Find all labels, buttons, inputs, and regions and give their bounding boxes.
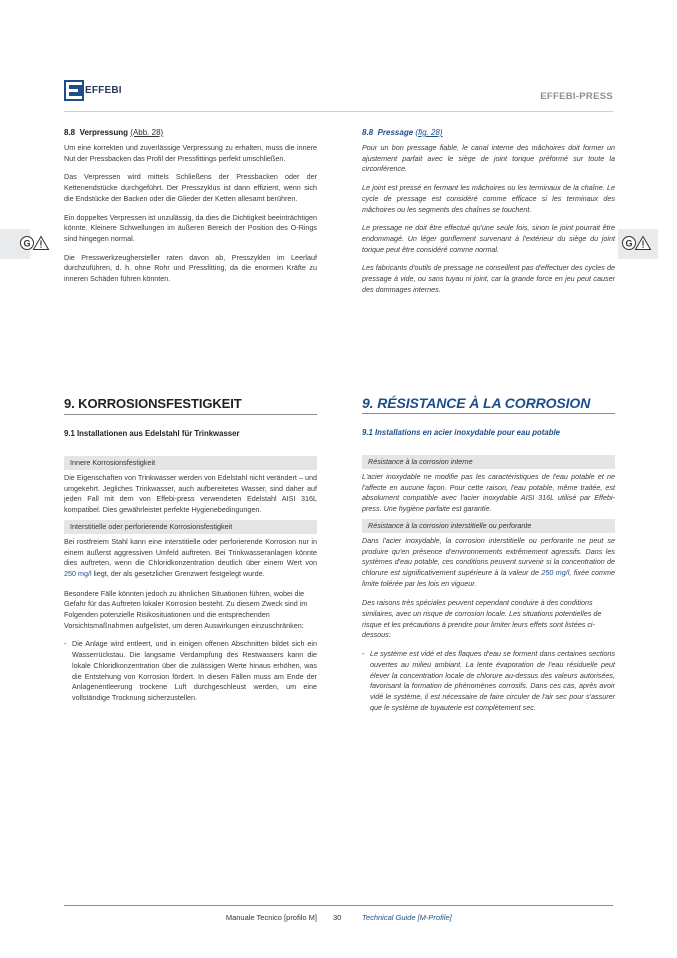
footer-left-label: Manuale Tecnico [profilo M] bbox=[225, 913, 317, 922]
svg-text:G: G bbox=[23, 238, 31, 249]
gas-warning-icon bbox=[622, 234, 652, 252]
brand-name: EFFEBI-PRESS bbox=[540, 91, 613, 102]
fr-paragraph: Les fabricants d'outils de pressage ne conseillent pas d'effectuer des cycles de pressage à vide, ou sans tuyau ni joint, car la grande force en jeu peut causer des dommages internes. bbox=[362, 263, 615, 294]
fr-paragraph: Le pressage ne doit être effectué qu'une seule fois, sinon le joint pourrait être endommagé. Un léger gonflement survenant à l'extérieur du siège du joint torique peut être considéré comme normal. bbox=[362, 223, 615, 254]
de-paragraph: Ein doppeltes Verpressen ist unzulässig, da dies die Dichtigkeit beeinträchtigen könnte. Kleinere Schwellungen im äußeren Bereich der Position des O-Rings sind hingegen normal. bbox=[64, 212, 317, 243]
fr-subsection-bar: Résistance à la corrosion interne bbox=[362, 455, 615, 469]
de-section-number: 8.8 bbox=[64, 128, 76, 137]
de-heading-rule bbox=[64, 414, 317, 415]
gas-warning-tab-right bbox=[618, 229, 658, 259]
fr-section-title: Pressage bbox=[377, 128, 414, 137]
de-section-8-8-heading bbox=[64, 128, 317, 137]
fr-bullet-list bbox=[362, 649, 615, 713]
gas-warning-tab-left bbox=[0, 229, 38, 259]
logo-text: EFFEBI bbox=[85, 85, 122, 96]
fr-paragraph: Des raisons très spéciales peuvent cependant conduire à des conditions similaires, avec un risque de corrosion locale. Les situations potentielles de risque et les précautions à prendre pour limiter leurs effets sont listées ci-dessous: bbox=[362, 598, 602, 640]
fr-paragraph: Le joint est pressé en fermant les mâchoires ou les terminaux de la chaîne. Le cycle de pressage est considéré comme efficace si les terminaux des mâchoires ou les segments des chaînes se touchent. bbox=[362, 183, 615, 214]
de-subsection-bar: Innere Korrosionsfestigkeit bbox=[64, 456, 317, 470]
de-text: Bei rostfreiem Stahl kann eine interstitielle oder perforierende Korrosion nur in einem äußerst aggressiven Umfeld auftreten. Bei Trinkwasseranlagen könnte dies auftreten, wenn die Chloridkonzentration deutlich über einem Wert von bbox=[64, 536, 317, 568]
fr-paragraph: L'acier inoxydable ne modifie pas les caractéristiques de l'eau potable et ne l'affecte en aucune façon. Pour cette raison, l'eau potable, même traitée, est absolument compatible avec l'acier inoxydable AISI 316L utilisé par Effebi-press. Une hygiène parfaite est garantie. bbox=[362, 472, 615, 514]
fr-subsection-bar: Résistance à la corrosion interstitielle ou perforante bbox=[362, 519, 615, 533]
de-paragraph bbox=[64, 537, 317, 580]
effebi-logo-icon bbox=[64, 80, 84, 101]
de-section-9 bbox=[64, 396, 317, 704]
de-paragraph: Besondere Fälle könnten jedoch zu ähnlichen Situationen führen, wobei die Gefahr für das Auftreten lokaler Korrosion besteht. Zu diesem Zweck sind im Folgenden potenzielle Risikosituationen und die entsprechenden Vorsichtsmaßnahmen aufgelistet, um deren Auswirkungen einzuschränken: bbox=[64, 588, 308, 630]
de-bullet-list bbox=[64, 639, 317, 703]
fr-section-8-8 bbox=[362, 128, 615, 295]
fr-main-heading: 9. RÉSISTANCE À LA CORROSION bbox=[362, 395, 591, 411]
de-section-8-8 bbox=[64, 128, 317, 285]
fr-section-number: 8.8 bbox=[362, 128, 374, 137]
svg-text:G: G bbox=[625, 238, 633, 249]
de-main-heading: 9. KORROSIONSFESTIGKEIT bbox=[64, 396, 242, 411]
footer-right-label: Technical Guide [M-Profile] bbox=[362, 913, 452, 922]
de-subsection-bar: Interstitielle oder perforierende Korrosionsfestigkeit bbox=[64, 520, 317, 534]
de-section-title: Verpressung bbox=[79, 128, 129, 137]
de-paragraph: Die Presswerkzeughersteller raten davon ab, Presszyklen im Leerlauf durchzuführen, d. h. ohne Rohr und Pressfitting, da die enormen Kräfte zu inneren Schäden führen könnten. bbox=[64, 252, 317, 284]
gas-warning-icon bbox=[20, 234, 50, 252]
fr-paragraph bbox=[362, 536, 615, 590]
list-item: - Le système est vidé et des flaques d'eau se forment dans certaines sections ouvertes au milieu ambiant. La lente évaporation de l'eau résiduelle peut élever la concentration locale de chlorure au-dessus des valeurs autorisées, favorisant la formation de phénomènes corrosifs. Dans ces cas, après avoir vidé le système, il est nécessaire de faire circuler de l'air sec pour s'assurer que le système de tuyauterie est complètement sec. bbox=[362, 649, 615, 713]
de-subheading-9-1: 9.1 Installationen aus Edelstahl für Trinkwasser bbox=[64, 429, 240, 438]
chloride-limit-value: 250 mg/l bbox=[541, 567, 570, 577]
footer-divider bbox=[64, 905, 613, 906]
fr-section-9 bbox=[362, 395, 615, 713]
fr-figure-link[interactable]: (fig. 28) bbox=[415, 128, 443, 137]
fr-section-8-8-heading bbox=[362, 128, 615, 137]
de-paragraph: Um eine korrekten und zuverlässige Verpressung zu erhalten, muss die innere Nut der Pressbacken das Profil der Pressfittings perfekt umschließen. bbox=[64, 143, 317, 163]
fr-text: , fixée comme limite tolérée par les lois en vigueur. bbox=[362, 567, 615, 588]
fr-heading-rule bbox=[362, 413, 615, 414]
de-figure-link[interactable]: (Abb. 28) bbox=[130, 128, 164, 137]
list-item: - Die Anlage wird entleert, und in einigen offenen Abschnitten bildet sich ein Wasserrückstau. Die langsame Verdampfung des Restwassers kann die lokale Chloridkonzentration über die zulässigen Werte hinaus erhöhen, was die Entstehung von Korrosion fördert. In diesen Fällen muss am Ende der Anlagenentleerung trockene Luft durchgeschleust werden, um eine vollständige Trocknung sicherzustellen. bbox=[64, 639, 317, 703]
de-paragraph: Die Eigenschaften von Trinkwasser werden von Edelstahl nicht verändert – und umgekehrt. Jegliches Trinkwasser, auch aufbereitetes Wasser, sind daher auf jeden Fall mit dem von Effebi-press verwendeten Edelstahl AISI 316L kompatibel. Dies gewährleistet perfekte Hygienebedingungen. bbox=[64, 473, 317, 515]
fr-text: Dans l'acier inoxydable, la corrosion interstitielle ou perforante ne peut se produire qu'en présence d'environnements extrêmement agressifs. Dans les systèmes d'eau potable, ces conditions peuvent survenir si la concentration de chlorure est significativement supérieure à la valeur de bbox=[362, 535, 615, 577]
header-divider bbox=[64, 111, 613, 112]
de-text: liegt, der als gesetzlicher Grenzwert festgelegt wurde. bbox=[91, 568, 265, 578]
page-number: 30 bbox=[333, 913, 342, 922]
fr-subheading-9-1: 9.1 Installations en acier inoxydable pour eau potable bbox=[362, 428, 561, 437]
effebi-logo bbox=[64, 80, 122, 102]
fr-paragraph: Pour un bon pressage fiable, le canal interne des mâchoires doit former un ajustement parfait avec le siège de joint torique préformé sur toute la circonférence. bbox=[362, 143, 615, 174]
de-paragraph: Das Verpressen wird mittels Schließens der Pressbacken oder der Kettenendstücke durchgeführt. Der Presszyklus ist dann effizient, wenn sich die Endstücke der Backen oder die Glieder der Ketten allesamt berühren. bbox=[64, 172, 317, 203]
chloride-limit-value: 250 mg/l bbox=[64, 568, 92, 578]
